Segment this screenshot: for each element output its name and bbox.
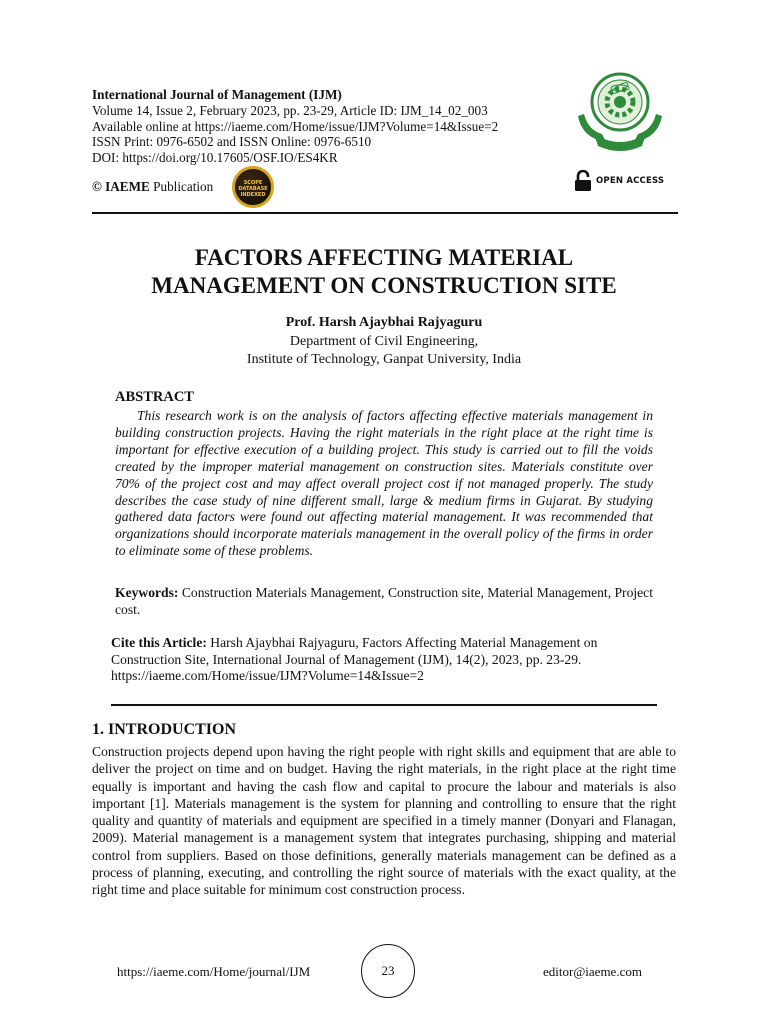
title-line-2: MANAGEMENT ON CONSTRUCTION SITE: [151, 273, 617, 298]
footer-email[interactable]: editor@iaeme.com: [543, 964, 642, 979]
publisher-line: [92, 179, 213, 195]
journal-name: International Journal of Management (IJM): [92, 87, 342, 102]
cite-url[interactable]: https://iaeme.com/Home/issue/IJM?Volume=14&Issue=2: [111, 668, 424, 684]
abstract-text: This research work is on the analysis of factors affecting effective materials management in building construction projects. Having the right materials in the right place at the right time is important for effective execution of a building project. This study is carried out to fill the voids created by the improper material management on construction sites. Materials constitute over 70% of the project cost and may affect overall project cost if not managed properly. The study describes the case study of nine different small, large & medium firms in Gujarat. By studying gathered data factors were found out affecting material management. It was recommended that organizations should incorporate materials management in the overall policy of the firms in order to eliminate some of these problems.: [115, 408, 653, 559]
doi-line[interactable]: DOI: https://doi.org/10.17605/OSF.IO/ES4KR: [92, 150, 338, 165]
author-name: Prof. Harsh Ajaybhai Rajyaguru: [285, 315, 483, 330]
title-line-1: FACTORS AFFECTING MATERIAL: [194, 245, 574, 270]
scope-badge-line-2: DATABASE: [238, 186, 268, 192]
keywords: [115, 585, 653, 619]
scope-database-badge: [232, 166, 274, 208]
publication-word: Publication: [153, 179, 214, 194]
cite-label: Cite this Article:: [111, 635, 207, 650]
keywords-label: Keywords:: [115, 585, 179, 600]
open-lock-icon: [574, 170, 592, 192]
introduction-text: Construction projects depend upon having the right people with right skills and equipment that are able to deliver the project on time and on budget. Having the right materials, in the right place at the right time equally is important and having the cash flow and capital to procure the labour and materials is also important [1]. Materials management is the system for planning and controlling to ensure that the right quality and quantity of materials and equipment are specified in a timely manner (Donyari and Flanagan, 2009). Material management is a management system that integrates purchasing, shipping and material control from suppliers. Based on those definitions, generally materials management can be defined as a process of planning, executing, and controlling the right source of materials with the exact quality, at the right time and place suitable for minimum cost construction process.: [92, 744, 676, 898]
cite-this-article: [111, 635, 657, 685]
abstract-heading: ABSTRACT: [115, 389, 194, 405]
copyright-symbol: ©: [92, 179, 102, 194]
header-divider: [92, 212, 678, 214]
author-affiliation: [0, 333, 768, 368]
introduction-heading: 1. INTRODUCTION: [92, 721, 237, 738]
affiliation-line-1: Department of Civil Engineering,: [289, 334, 479, 349]
available-online-line[interactable]: Available online at https://iaeme.com/Home/issue/IJM?Volume=14&Issue=2: [92, 119, 499, 134]
scope-badge-line-1: SCOPE: [243, 180, 263, 186]
footer-journal-link[interactable]: https://iaeme.com/Home/journal/IJM: [117, 964, 311, 979]
publisher-name: IAEME: [105, 179, 150, 194]
volume-line: Volume 14, Issue 2, February 2023, pp. 23-29, Article ID: IJM_14_02_003: [92, 103, 488, 118]
page-number: 23: [361, 944, 415, 998]
scope-badge-line-3: INDEXED: [240, 192, 266, 198]
keywords-text: Construction Materials Management, Construction site, Material Management, Project cost.: [115, 585, 653, 617]
open-access-badge: [574, 170, 664, 192]
cite-text: Harsh Ajaybhai Rajyaguru, Factors Affecting Material Management on Construction Site, International Journal of Management (IJM), 14(2), 2023, pp. 23-29.: [111, 635, 598, 667]
open-access-label: OPEN ACCESS: [596, 176, 665, 186]
iaeme-logo-text: IAEME: [607, 134, 633, 142]
issn-line: ISSN Print: 0976-6502 and ISSN Online: 0976-6510: [92, 134, 372, 149]
iaeme-logo: [572, 68, 668, 154]
article-title: [0, 244, 768, 300]
cite-divider: [111, 704, 657, 706]
affiliation-line-2: Institute of Technology, Ganpat University, India: [246, 351, 522, 367]
